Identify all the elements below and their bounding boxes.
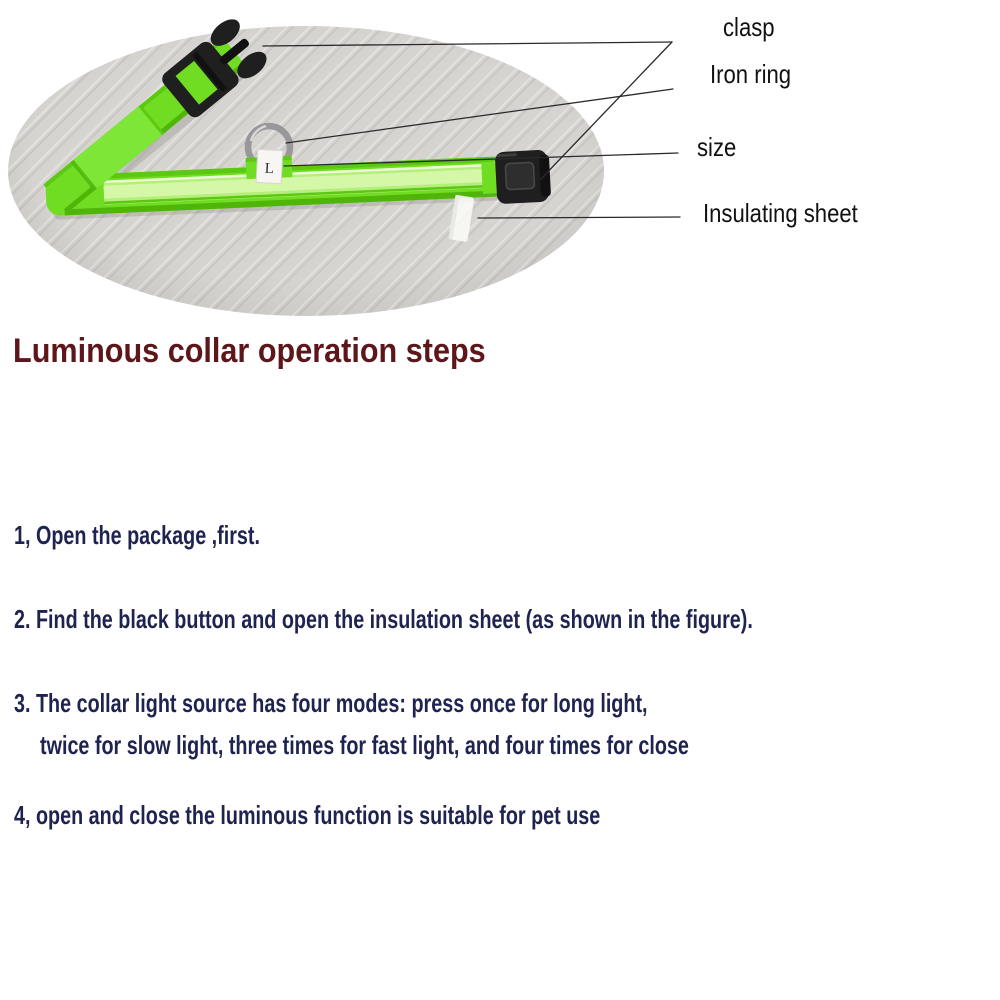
step-1-text: 1, Open the package ,first. bbox=[14, 520, 260, 550]
label-insulating-sheet bbox=[703, 198, 885, 228]
leader-line-clasp-top bbox=[263, 42, 672, 46]
black-button bbox=[505, 162, 534, 189]
size-tag-letter: L bbox=[264, 160, 275, 178]
step-4 bbox=[14, 799, 785, 831]
leader-line-insulating-sheet bbox=[478, 217, 680, 218]
label-size bbox=[697, 132, 743, 162]
step-3-line-1 bbox=[14, 687, 848, 719]
label-insulating-sheet-text: Insulating sheet bbox=[703, 198, 858, 228]
step-3-line-1-text: 3. The collar light source has four modes: press once for long light, bbox=[14, 688, 648, 718]
page-title-text: Luminous collar operation steps bbox=[13, 332, 486, 370]
page-title bbox=[13, 331, 538, 371]
step-4-text: 4, open and close the luminous function is suitable for pet use bbox=[14, 800, 601, 830]
leader-line-clasp-diagonal bbox=[541, 42, 672, 179]
label-iron-ring bbox=[710, 59, 805, 89]
label-clasp bbox=[723, 12, 784, 42]
step-3-line-2 bbox=[40, 729, 894, 761]
leader-line-iron-ring bbox=[286, 89, 673, 143]
label-size-text: size bbox=[697, 132, 737, 162]
collar-photo bbox=[0, 0, 1000, 330]
label-clasp-text: clasp bbox=[723, 12, 775, 42]
label-iron-ring-text: Iron ring bbox=[710, 59, 792, 89]
step-3-line-2-text: twice for slow light, three times for fast light, and four times for close bbox=[40, 730, 689, 760]
step-2 bbox=[14, 603, 986, 635]
step-2-text: 2. Find the black button and open the insulation sheet (as shown in the figure). bbox=[14, 604, 753, 634]
size-tag bbox=[256, 149, 283, 183]
step-1 bbox=[14, 519, 338, 551]
